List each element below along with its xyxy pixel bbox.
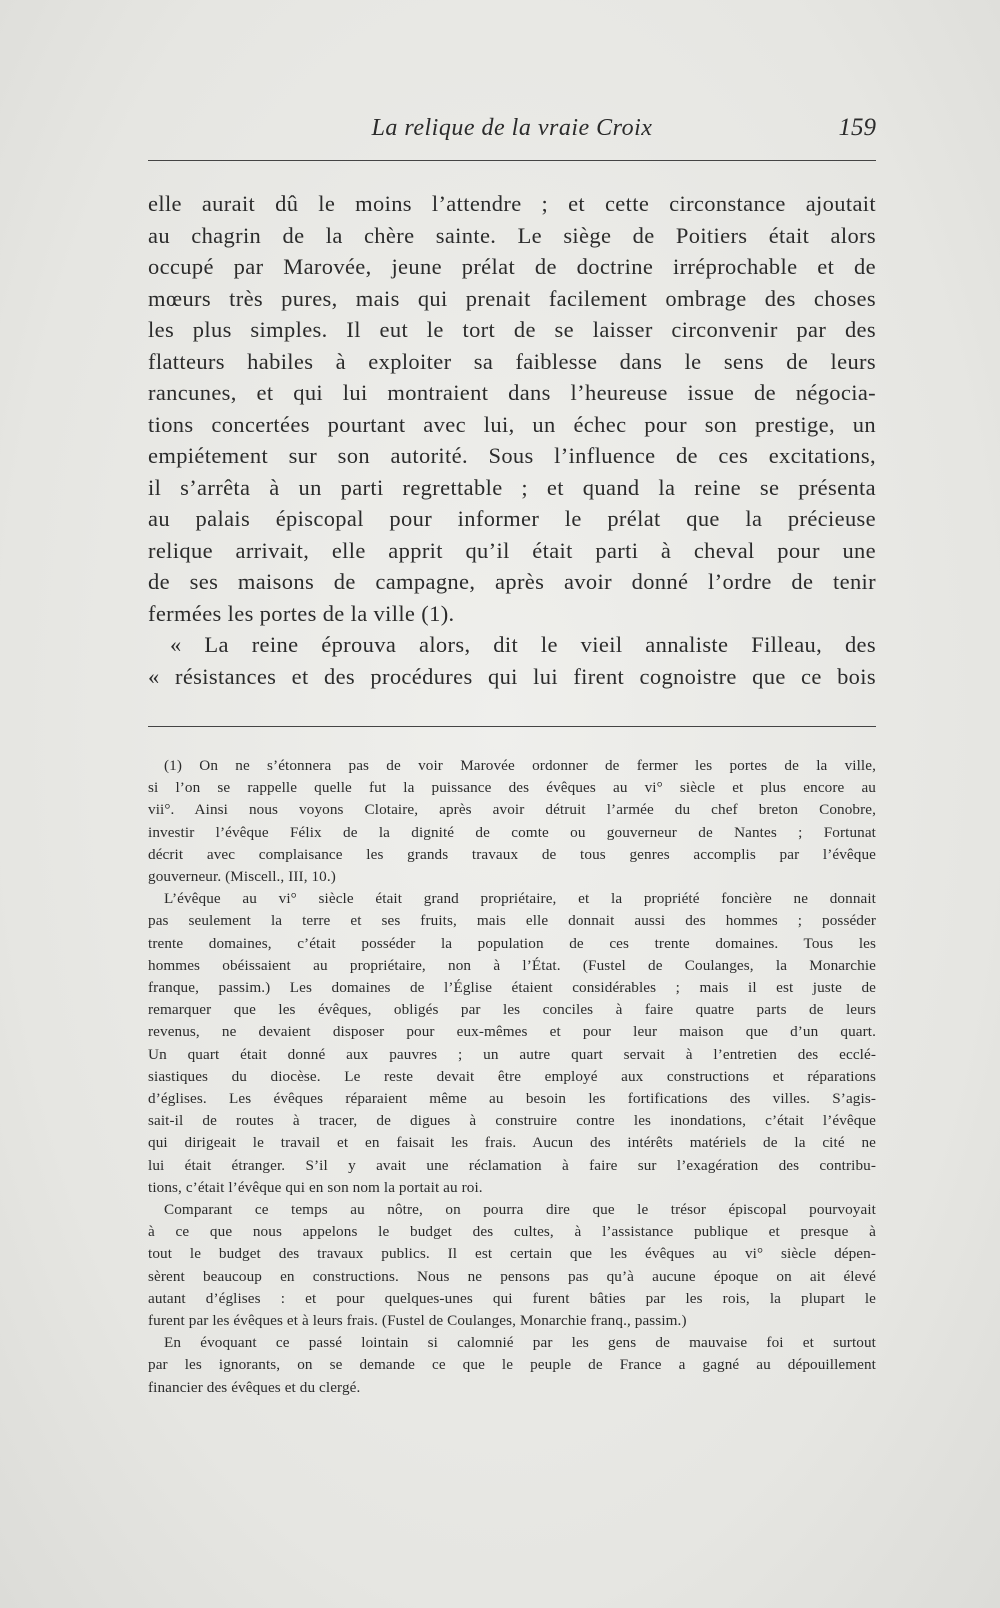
text-line: mœurs très pures, mais qui prenait facilement ombrage des choses — [148, 285, 876, 311]
footnote-separator — [148, 726, 876, 727]
text-line: il s’arrêta à un parti regrettable ; et quand la reine se présenta — [148, 474, 876, 500]
footnote-line: investir l’évêque Félix de la dignité de comte ou gouverneur de Nantes ; Fortunat — [148, 823, 876, 841]
footnote-line: L’évêque au vi° siècle était grand propriétaire, et la propriété foncière ne donnait — [164, 890, 876, 908]
text-line: les plus simples. Il eut le tort de se laisser circonvenir par des — [148, 317, 876, 342]
text-line: empiétement sur son autorité. Sous l’influence de ces excitations, — [148, 443, 876, 468]
footnote-line: remarquer que les évêques, obligés par les conciles à faire quatre parts de leurs — [148, 1001, 876, 1019]
footnote-line: vii°. Ainsi nous voyons Clotaire, après avoir détruit l’armée du chef breton Conobre, — [148, 801, 876, 819]
footnote-line: qui dirigeait le travail et en faisait les frais. Aucun des intérêts matériels de la cité ne — [148, 1134, 876, 1152]
main-text — [148, 188, 876, 692]
page-number: 159 — [838, 114, 876, 141]
footnote-line: si l’on se rappelle quelle fut la puissance des évêques au vi° siècle et plus encore au — [148, 779, 876, 797]
text-line: « La reine éprouva alors, dit le vieil annaliste Filleau, des — [170, 632, 876, 657]
footnote-line: Un quart était donné aux pauvres ; un autre quart servait à l’entretien des ecclé- — [148, 1045, 876, 1063]
footnote-line: (1) On ne s’étonnera pas de voir Marovée ordonner de fermer les portes de la ville, — [164, 757, 876, 774]
footnote-line: autant d’églises : et pour quelques-unes qui furent bâties par les rois, la plupart le — [148, 1289, 876, 1307]
footnote-line: Comparant ce temps au nôtre, on pourra dire que le trésor épiscopal pourvoyait — [164, 1201, 876, 1219]
footnote-line: franque, passim.) Les domaines de l’Église étaient considérables ; mais il est juste de — [148, 979, 876, 997]
text-line: relique arrivait, elle apprit qu’il était parti à cheval pour une — [148, 537, 876, 563]
footnote-line: tout le budget des travaux publics. Il est certain que les évêques au vi° siècle dépen- — [148, 1245, 876, 1263]
text-line: flatteurs habiles à exploiter sa faiblesse dans le sens de leurs — [148, 348, 876, 374]
footnote-line: d’églises. Les évêques réparaient même au besoin les fortifications des villes. S’agis- — [148, 1090, 876, 1108]
footnote-line: à ce que nous appelons le budget des cultes, à l’assistance publique et presque à — [148, 1223, 876, 1241]
header-rule — [148, 160, 876, 161]
text-line: rancunes, et qui lui montraient dans l’heureuse issue de négocia- — [148, 380, 876, 405]
text-line: au palais épiscopal pour informer le prélat que la précieuse — [148, 506, 876, 531]
page-header — [148, 112, 876, 152]
text-line: occupé par Marovée, jeune prélat de doctrine irréprochable et de — [148, 254, 876, 279]
footnote-line: sait-il de routes à tracer, de digues à construire contre les inondations, c’était l’évêque — [148, 1112, 876, 1130]
footnote-line: pas seulement la terre et ses fruits, mais elle donnait aussi des hommes ; posséder — [148, 912, 876, 930]
footnote-line: hommes obéissaient au propriétaire, non à l’État. (Fustel de Coulanges, la Monarchie — [148, 956, 876, 974]
footnote-line: gouverneur. (Miscell., III, 10.) — [148, 868, 336, 886]
footnote-line: revenus, ne devaient disposer pour eux-mêmes et pour leur maison que d’un quart. — [148, 1023, 876, 1041]
footnote-line: furent par les évêques et à leurs frais. (Fustel de Coulanges, Monarchie franq., passim.) — [148, 1312, 687, 1330]
footnotes — [148, 755, 876, 1399]
text-line: fermées les portes de la ville (1). — [148, 600, 455, 626]
text-line: elle aurait dû le moins l’attendre ; et cette circonstance ajoutait — [148, 191, 876, 216]
footnote-line: décrit avec complaisance les grands travaux de tous genres accomplis par l’évêque — [148, 845, 876, 863]
footnote-line: sèrent beaucoup en constructions. Nous ne pensons pas qu’à aucune époque on ait élevé — [148, 1267, 876, 1285]
footnote-line: lui était étranger. S’il y avait une réclamation à faire sur l’exagération des contribu- — [148, 1156, 876, 1174]
text-line: de ses maisons de campagne, après avoir donné l’ordre de tenir — [148, 569, 876, 594]
footnote-line: financier des évêques et du clergé. — [148, 1378, 361, 1396]
footnote-line: En évoquant ce passé lointain si calomnié par les gens de mauvaise foi et surtout — [164, 1334, 876, 1352]
footnote-line: trente domaines, c’était posséder la population de ces trente domaines. Tous les — [148, 934, 876, 952]
text-line: tions concertées pourtant avec lui, un échec pour son prestige, un — [148, 411, 876, 437]
footnote-line: tions, c’était l’évêque qui en son nom la portait au roi. — [148, 1178, 483, 1196]
footnote-line: siastiques du diocèse. Le reste devait être employé aux constructions et réparations — [148, 1067, 876, 1085]
running-title: La relique de la vraie Croix — [371, 115, 653, 141]
text-line: au chagrin de la chère sainte. Le siège de Poitiers était alors — [148, 222, 876, 248]
footnote-line: par les ignorants, on se demande ce que le peuple de France a gagné au dépouillement — [148, 1356, 876, 1374]
text-line: « résistances et des procédures qui lui firent cognoistre que ce bois — [148, 663, 876, 689]
